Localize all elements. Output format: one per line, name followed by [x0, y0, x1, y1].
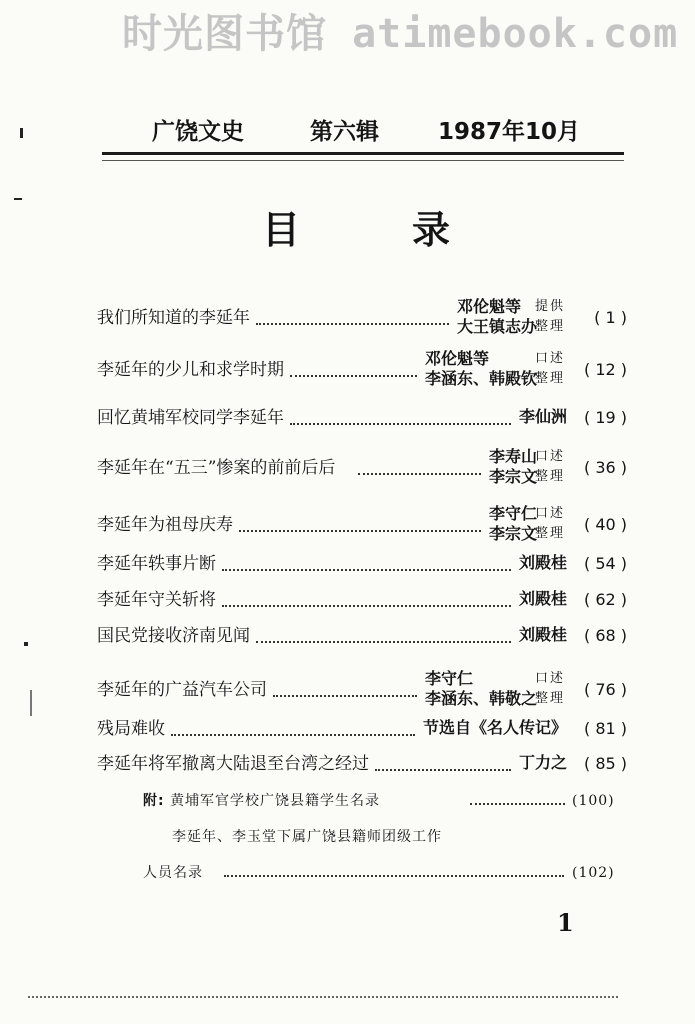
toc-entry-author: 李寿山 [489, 447, 538, 466]
toc-entry-author: 刘殿桂 [519, 625, 568, 644]
toc-entry-author: 李宗文 [489, 524, 538, 543]
appendix-dots-2 [224, 875, 564, 877]
scan-speck [14, 198, 22, 200]
page-number: 1 [557, 908, 574, 937]
toc-entry-author: 邓伦魁等 [425, 349, 490, 368]
toc-entry-page: ( 54 ) [583, 554, 627, 573]
toc-entry-author: 邓伦魁等 [457, 297, 522, 316]
appendix-item-1-page: (100) [572, 793, 615, 809]
toc-entry-role: 整理 [535, 526, 566, 541]
toc-entry[interactable] [97, 349, 635, 393]
toc-entry-author: 李仙洲 [519, 407, 568, 426]
contents-title-char-2: 录 [412, 208, 451, 252]
toc-leader-dots [358, 471, 481, 475]
toc-entry[interactable] [97, 625, 635, 669]
toc-entry-page: ( 62 ) [583, 590, 627, 609]
toc-leader-dots [290, 373, 417, 377]
toc-entry-title: 李延年为祖母庆寿 [97, 515, 233, 535]
toc-entry-role: 整理 [535, 371, 566, 386]
issue-number: 第六辑 [310, 119, 379, 145]
toc-entry-role: 整理 [535, 319, 566, 334]
toc-entry-role: 口述 [535, 449, 566, 464]
toc-entry-title: 回忆黄埔军校同学李延年 [97, 408, 284, 428]
toc-entry-author: 大王镇志办 [457, 317, 538, 336]
toc-entry-role: 提供 [535, 299, 566, 314]
toc-entry-page: ( 19 ) [583, 408, 627, 427]
toc-entry[interactable] [97, 447, 635, 491]
toc-entry-page: ( 36 ) [583, 458, 627, 477]
toc-entry-author: 李涵东、韩殿钦 [425, 369, 538, 388]
toc-entry-title: 国民党接收济南见闻 [97, 626, 250, 646]
watermark: 时光图书馆 atimebook.com [122, 11, 679, 57]
toc-entry-page: ( 1 ) [594, 308, 627, 327]
toc-entry-title: 李延年的广益汽车公司 [97, 680, 267, 700]
toc-entry-author: 李守仁 [425, 669, 474, 688]
toc-entry-title: 李延年在“五三”惨案的前前后后 [97, 458, 336, 478]
toc-entry-page: ( 68 ) [583, 626, 627, 645]
scan-speck [30, 690, 32, 716]
journal-title: 广饶文史 [152, 119, 244, 145]
toc-entry-role: 口述 [535, 671, 566, 686]
toc-leader-dots [256, 321, 449, 325]
toc-entry[interactable] [97, 407, 635, 451]
toc-entry-author: 节选自《名人传记》 [423, 718, 568, 737]
toc-entry-role: 口述 [535, 351, 566, 366]
toc-entry-title: 李延年守关斩将 [97, 590, 216, 610]
scan-speck [20, 128, 23, 138]
toc-entry-role: 口述 [535, 506, 566, 521]
toc-entry-author: 李守仁 [489, 504, 538, 523]
toc-leader-dots [222, 603, 511, 607]
toc-entry-page: ( 81 ) [583, 719, 627, 738]
toc-entry-author: 刘殿桂 [519, 589, 568, 608]
toc-entry-author: 李宗文 [489, 467, 538, 486]
toc-entry-page: ( 85 ) [583, 754, 627, 773]
toc-entry[interactable] [97, 297, 635, 341]
toc-leader-dots [375, 767, 511, 771]
toc-entry-author: 丁力之 [519, 753, 568, 772]
toc-entry-title: 李延年轶事片断 [97, 554, 216, 574]
toc-leader-dots [256, 639, 511, 643]
toc-entry-role: 整理 [535, 469, 566, 484]
toc-leader-dots [273, 693, 417, 697]
toc-entry-title: 李延年的少儿和求学时期 [97, 360, 284, 380]
toc-leader-dots [290, 421, 511, 425]
publication-date: 1987年10月 [438, 119, 581, 145]
contents-title-char-1: 目 [262, 208, 301, 252]
toc-entry[interactable] [97, 504, 635, 548]
toc-entry-author: 李涵东、韩敬之 [425, 689, 538, 708]
appendix-label: 附: [143, 793, 165, 809]
appendix-item-2-page: (102) [572, 865, 615, 881]
scan-speck [24, 642, 28, 646]
toc-leader-dots [222, 567, 511, 571]
toc-entry-page: ( 12 ) [583, 360, 627, 379]
toc-entry-title: 李延年将军撤离大陆退至台湾之经过 [97, 754, 369, 774]
toc-entry-role: 整理 [535, 691, 566, 706]
toc-entry-page: ( 40 ) [583, 515, 627, 534]
toc-entry[interactable] [97, 669, 635, 713]
toc-leader-dots [171, 732, 415, 736]
appendix-dots-1 [470, 803, 565, 805]
appendix-item-1[interactable] [143, 790, 380, 812]
toc-entry-author: 刘殿桂 [519, 553, 568, 572]
appendix-item-1-title: 黄埔军官学校广饶县籍学生名录 [170, 793, 381, 809]
toc-entry-title: 残局难收 [97, 719, 165, 739]
appendix-item-2-line-1[interactable]: 李延年、李玉堂下属广饶县籍师团级工作 [172, 829, 442, 845]
toc-leader-dots [239, 528, 481, 532]
appendix-item-2-line-2[interactable]: 人员名录 [143, 865, 203, 881]
toc-entry-page: ( 76 ) [583, 680, 627, 699]
bottom-rule [28, 996, 618, 998]
toc-entry-title: 我们所知道的李延年 [97, 308, 250, 328]
